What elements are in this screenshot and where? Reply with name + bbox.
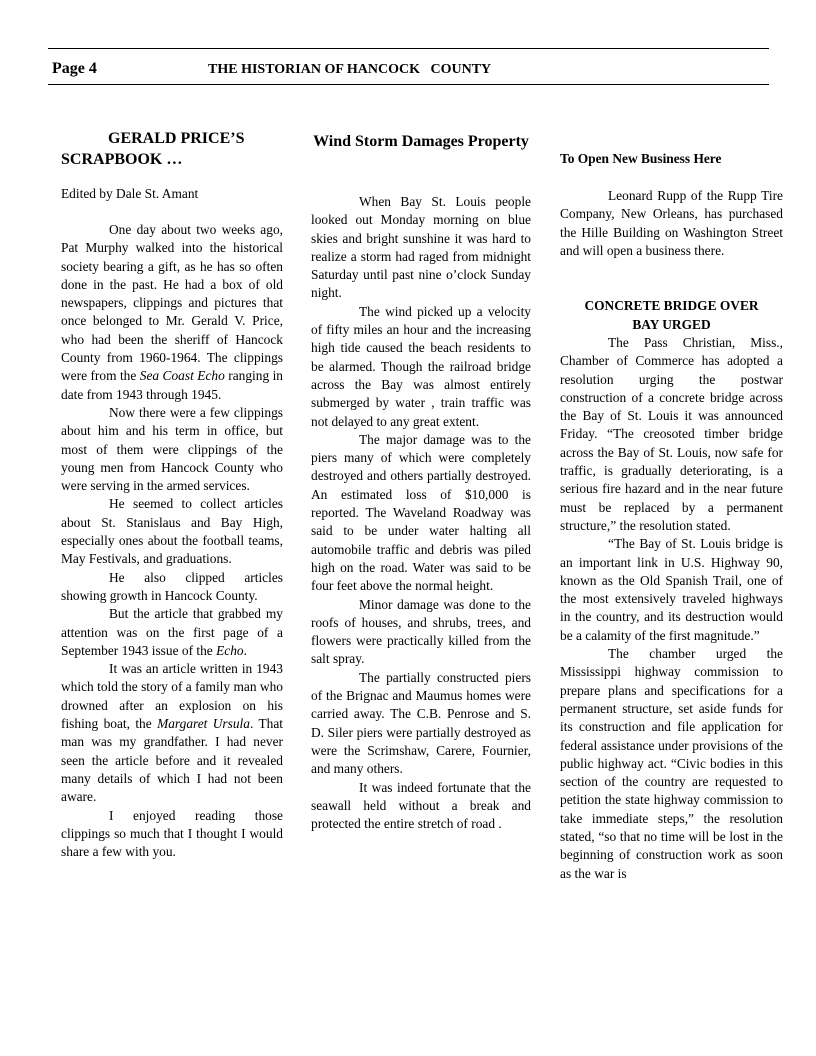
editor-credit: Edited by Dale St. Amant [61,186,199,201]
newsletter-title: THE HISTORIAN OF HANCOCK COUNTY [208,62,492,77]
scrapbook-paragraph: He also clipped articles showing growth in Hancock County. [61,569,283,603]
scrapbook-body [61,221,283,861]
windstorm-paragraph: The wind picked up a velocity of fifty miles an hour and the increasing high tide caused the beach residents to be alarmed. Though the railroad bridge across the Bay was almost entirely submerged by water , train traffic was not delayed to any great extent. [311,303,531,429]
scrapbook-paragraph [61,221,283,404]
windstorm-paragraph: When Bay St. Louis people looked out Monday morning on blue skies and bright sunshine it was hard to realize a storm had raged from midnight Saturday until past nine o’clock Sunday night. [311,194,531,301]
scrapbook-paragraph: I enjoyed reading those clippings so much that I thought I would share a few with you. [61,807,283,860]
scrapbook-p6-italic: Margaret Ursula [157,716,250,732]
bridge-paragraph: The chamber urged the Mississippi highway commission to prepare plans and specifications for a permanent structure, set aside funds for its construction and file application for federal assistance under provisions of the public highway act. “Civic bodies in this section of the country are requested to petition the state highway commission to take immediate steps,” the resolution stated, “so that no time will be lost in the beginning of construction work as soon as the war is [560,646,783,881]
bridge-paragraph: The Pass Christian, Miss., Chamber of Commerce has adopted a resolution urging the postwar construction of a concrete bridge across the Bay of St. Louis it was announced Friday. “The creosoted timber bridge across the Bay of St. Louis, now safe for traffic, is gradually deteriorating, is a serious fire hazard and in the near future must be replaced by a permanent structure,” the resolution stated. [560,335,783,533]
scrapbook-p1-text-end: ranging in date from 1943 through 1945. [61,368,284,402]
scrapbook-paragraph [61,605,283,660]
business-body [560,187,783,260]
scrapbook-p5-text: But the article that grabbed my attention was on the first page of a September 1943 issue of the [61,606,283,658]
scrapbook-p1-italic: Sea Coast Echo [139,368,225,384]
scrapbook-p6-text-end: . That man was my grandfather. I had never seen the article before and it revealed many details of which I had not been aware. [61,716,283,805]
bridge-headline-line2: BAY URGED [632,316,711,332]
page-number: Page 4 [52,60,97,77]
scrapbook-headline [61,128,283,170]
scrapbook-headline-line1: GERALD PRICE’S [108,130,245,147]
scrapbook-paragraph: Now there were a few clippings about him and his term in office, but most of them were clippings of the young men from Hancock County who were serving in the armed services. [61,404,283,494]
bridge-paragraph: “The Bay of St. Louis bridge is an important link in U.S. Highway 90, known as the Old Spanish Trail, one of the most extensively traveled highways in the country, and its destruction would be a calamity of the first magnitude.” [560,536,783,643]
bridge-headline-line1: CONCRETE BRIDGE OVER [584,298,759,313]
scrapbook-paragraph: He seemed to collect articles about St. Stanislaus and Bay High, especially ones about the football teams, May Festivals, and graduations. [61,496,283,567]
header-top-rule [48,48,769,49]
windstorm-body [311,193,531,833]
business-paragraph: Leonard Rupp of the Rupp Tire Company, New Orleans, has purchased the Hille Building on Washington Street and will open a business there. [560,188,783,258]
bridge-body [560,334,783,883]
windstorm-paragraph: The major damage was to the piers many of which were completely destroyed and others partially destroyed. An estimated loss of $10,000 is reported. The Waveland Roadway was said to be under water halting all automobile traffic and debris was piled high on the road. Water was said to be four feet above the normal height. [311,431,531,594]
bridge-headline [560,297,783,334]
scrapbook-paragraph [61,660,283,806]
scrapbook-headline-line2: SCRAPBOOK … [61,151,183,168]
scrapbook-p6-text: It was an article written in 1943 which told the story of a family man who drowned after an explosion on his fishing boat, the [61,661,283,732]
windstorm-paragraph: Minor damage was done to the roofs of houses, and shrubs, trees, and flowers were practically killed from the salt spray. [311,596,531,667]
scrapbook-p5-text-end: . [243,642,247,658]
windstorm-headline: Wind Storm Damages Property [313,133,529,150]
windstorm-paragraph: It was indeed fortunate that the seawall held without a break and protected the entire stretch of road . [311,779,531,832]
business-headline: To Open New Business Here [560,151,722,166]
windstorm-paragraph: The partially constructed piers of the Brignac and Maumus homes were carried away. The C.B. Penrose and S. D. Siler piers were partially destroyed as were the Scrimshaw, Carere, Fournier, and many others. [311,669,531,777]
header-bottom-rule [48,84,769,85]
scrapbook-p1-text: One day about two weeks ago, Pat Murphy walked into the historical society bearing a gift, as he has so often done in the past. He had a box of old newspapers, clippings and pictures that once belonged to Mr. Gerald V. Price, who had been the sheriff of Hancock County from 1960-1964. The clippings were from the [61,222,283,384]
scrapbook-p5-italic: Echo [216,642,244,658]
